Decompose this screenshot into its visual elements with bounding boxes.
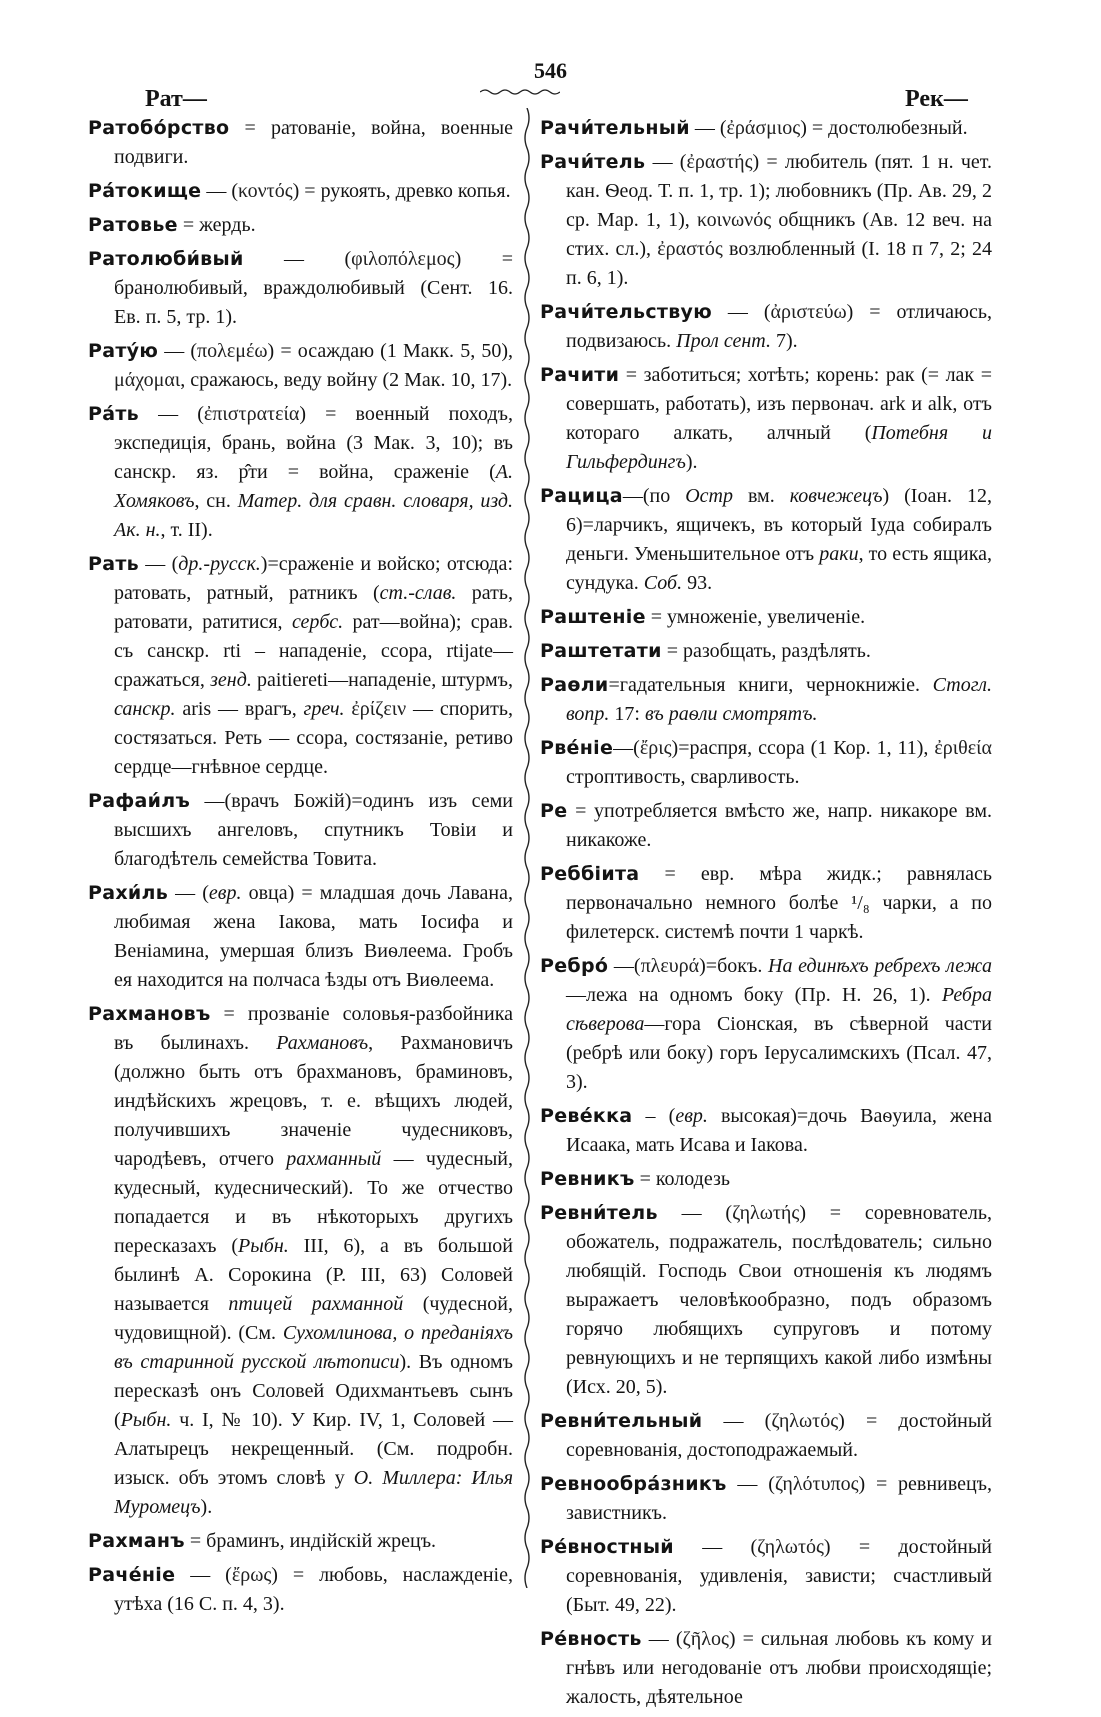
definition-text: 93. (682, 572, 713, 594)
greek-text: φιλοπόλεμος (351, 248, 455, 270)
greek-text: μάχομαι (114, 369, 181, 391)
definition-text: вм. (732, 485, 790, 507)
definition-text: ) = сильная любовь къ кому и гнѣвъ или негодованіе отъ любви происходящіе; жалость, дѣятельное (566, 1628, 992, 1708)
definition-text: = евр. мѣра жидк.; равнялась первоначально немного болѣе ¹/₈ чарки, а по филетерск. системѣ почти 1 чаркѣ. (566, 863, 992, 943)
dictionary-entry (540, 1625, 992, 1712)
column-left (88, 114, 513, 1624)
definition-text: = заботиться; хотѣть; корень: рак (= лак = совершать, работать), изъ первонач. ark и alk, отъ котораго алкать, алчный ( (566, 364, 992, 444)
definition-text: = умноженіе, увеличеніе. (645, 606, 866, 628)
definition-text: — ( (673, 1536, 758, 1558)
entry-headword: Рачити (540, 364, 620, 386)
italic-text: Матер. для сравн. словаря, изд. Ак. н. (114, 490, 513, 541)
definition-text: ) = бранолюбивый, враждолюбивый (Сент. 16. Ев. п. 5, тр. 1). (114, 248, 513, 328)
dictionary-entry (540, 797, 992, 855)
greek-text: ζηλότυπος (774, 1473, 859, 1495)
dictionary-entry (540, 1199, 992, 1402)
column-right (540, 114, 992, 1717)
greek-text: πολεμέω (197, 340, 268, 362)
italic-text: санскр. (114, 698, 176, 720)
definition-text: , то есть ящика, сундука. (566, 543, 992, 594)
entry-headword: Реббіита (540, 863, 640, 885)
dictionary-entry (88, 787, 513, 874)
dictionary-entry (540, 1102, 992, 1160)
entry-headword: Рачи́тель (540, 151, 646, 173)
entry-headword: Ревни́тель (540, 1202, 658, 1224)
italic-text: въ раѳли смотрятъ. (644, 703, 818, 725)
dictionary-entry (88, 211, 513, 240)
definition-text: )=бокъ. (699, 955, 768, 977)
definition-text: ). Въ одномъ пересказѣ онъ Соловей Одихмантьевъ сынъ ( (114, 1351, 513, 1431)
definition-text: — ( (175, 1564, 232, 1586)
entry-headword: Ратобо́рство (88, 117, 230, 139)
italic-text: греч. (303, 698, 345, 720)
ornament-wave-line (480, 88, 560, 96)
dictionary-entry (540, 860, 992, 947)
definition-text: 17: (609, 703, 645, 725)
italic-text: А. Хомяковъ (114, 461, 513, 512)
definition-text: )=сраженіе и войско; отсюда: ратовать, ратный, ратникъ ( (114, 553, 513, 604)
dictionary-entry (88, 114, 513, 172)
definition-text: рат—война); срав. съ санскр. rti – нападеніе, ссора, rtijate—сражаться, (114, 611, 514, 691)
greek-text: ἐπιστρατεία (203, 403, 300, 425)
dictionary-entry (88, 400, 513, 545)
definition-text: , Рахмановичъ (должно быть отъ брахмановъ, браминовъ, индѣйскихъ жрецовъ, т. е. вѣщихъ людей, получившихъ значеніе чудесниковъ, чародѣевъ, отчего (114, 1032, 513, 1170)
italic-text: сербс. (291, 611, 344, 633)
entry-headword: Рачи́тельный (540, 117, 690, 139)
greek-text: ἐρίζειν (351, 698, 407, 720)
definition-text: ) = достойный соревнованія, достоподражаемый. (566, 1410, 992, 1461)
entry-headword: Рахмановъ (88, 1003, 211, 1025)
definition-text: )=распря, ссора (1 Кор. 1, 11), (671, 737, 935, 759)
definition-text: — ( (645, 151, 687, 173)
italic-text: Прол сент. (676, 330, 771, 352)
italic-text: др.-русск. (178, 553, 261, 575)
greek-text: κοινωνός (696, 209, 772, 231)
italic-text: Потебня и Гильфердингъ (566, 422, 992, 473)
definition-text: ) = рукоять, древко копья. (292, 180, 511, 202)
greek-text: ζηλωτός (757, 1536, 824, 1558)
definition-text: овца) = младшая дочь Лавана, любимая жена Іакова, мать Іосифа и Веніамина, умершая близъ Виѳлеема. Гробъ ея находится на полчаса ѣзды отъ Виѳлеема. (114, 882, 513, 991)
definition-text: — спорить, состязаться. Реть — ссора, состязаніе, ретиво сердце—гнѣвное сердце. (114, 698, 514, 778)
definition-text: — ( (641, 1628, 683, 1650)
italic-text: птицей рахманной (228, 1293, 404, 1315)
definition-text: — ( (138, 553, 179, 575)
dictionary-entry (88, 337, 513, 395)
dictionary-entry (540, 114, 992, 143)
definition-text: ) = любитель (пят. 1 н. чет. кан. Ѳеод. Т. п. 1, тр. 1); любовникъ (Пр. Ав. 29, 2 ср. Мар. 1, 1), (566, 151, 992, 231)
definition-text: =гадательныя книги, чернокнижіе. (608, 674, 933, 696)
definition-text: — ( (702, 1410, 772, 1432)
definition-text: — чудесный, кудесный, кудеснический). То же отчество попадается и въ нѣкоторыхъ другихъ пересказахъ ( (114, 1148, 513, 1257)
greek-text: ἐραστής (686, 151, 753, 173)
dictionary-entry (540, 482, 992, 598)
definition-text: —(врачъ Божій)=одинъ изъ семи высшихъ ангеловъ, спутникъ Товіи и благодѣтель семейства Товита. (114, 790, 513, 870)
definition-text: высокая)=дочь Ваѳуила, жена Исаака, мать Исава и Іакова. (566, 1105, 992, 1156)
italic-text: раки (819, 543, 859, 565)
greek-text: ἀριστεύω (770, 301, 847, 323)
definition-text: , т. II). (160, 519, 213, 541)
italic-text: ковчежецъ (789, 485, 883, 507)
entry-headword: Раштетати (540, 640, 662, 662)
definition-text: = ратованіе, война, военные подвиги. (114, 117, 513, 168)
entry-headword: Ра́ть (88, 403, 139, 425)
definition-text: — ( (201, 180, 238, 202)
definition-text: III, 6), а въ большой былинѣ А. Сорокина (Р. III, 63) Соловей называется (114, 1235, 514, 1315)
dictionary-entry (540, 1533, 992, 1620)
definition-text: ) = ревнивецъ, завистникъ. (566, 1473, 992, 1524)
definition-text: — ( (243, 248, 352, 270)
italic-text: О. Миллера: Илья Муромецъ (114, 1467, 513, 1518)
dictionary-entry (540, 734, 992, 792)
entry-headword: Рахманъ (88, 1530, 185, 1552)
definition-text: ) = достолюбезный. (800, 117, 968, 139)
entry-headword: Ре́вностный (540, 1536, 674, 1558)
definition-text: — ( (712, 301, 771, 323)
definition-text: —(по (622, 485, 686, 507)
entry-headword: Раштеніе (540, 606, 646, 628)
entry-headword: Рацица (540, 485, 623, 507)
entry-headword: Раче́ніе (88, 1564, 176, 1586)
dictionary-entry (540, 952, 992, 1097)
entry-headword: Рачи́тельствую (540, 301, 712, 323)
definition-text: aris — врагъ, (175, 698, 304, 720)
definition-text: ) = соревнователь, обожатель, подражатель, послѣдователь; сильно любящій. Господь Свои отношенія къ людямъ выражаетъ человѣкообразно, подъ образомъ горячо любящихъ супруговъ и потому ревнующихъ и не терпящихъ какой либо измѣны (Исх. 20, 5). (566, 1202, 992, 1398)
definition-text: рать, ратовати, ратитися, (114, 582, 513, 633)
definition-text: —( (608, 955, 641, 977)
entry-headword: Ре́вность (540, 1628, 642, 1650)
italic-text: Рахмановъ (276, 1032, 369, 1054)
definition-text: строптивость, сварливость. (566, 766, 800, 788)
definition-text: — ( (158, 340, 198, 362)
entry-headword: Рве́ніе (540, 737, 614, 759)
dictionary-entry (540, 637, 992, 666)
definition-text: = употребляется вмѣсто же, напр. никакоре вм. никакоже. (566, 800, 992, 851)
dictionary-entry (88, 245, 513, 332)
entry-headword: Ревни́тельный (540, 1410, 703, 1432)
dictionary-entry (540, 298, 992, 356)
entry-headword: Рафаи́лъ (88, 790, 191, 812)
entry-headword: Ра́токище (88, 180, 202, 202)
definition-text: paitiereti—нападеніе, штурмъ, (251, 669, 513, 691)
entry-headword: Ратолюби́вый (88, 248, 244, 270)
dictionary-entry (88, 177, 513, 206)
italic-text: Рыбн. (238, 1235, 289, 1257)
italic-text: Рыбн. (120, 1409, 172, 1431)
definition-text: —( (613, 737, 640, 759)
dictionary-entry (540, 671, 992, 729)
definition-text: , сн. (194, 490, 238, 512)
definition-text: = разобщать, раздѣлять. (661, 640, 871, 662)
dictionary-entry (540, 148, 992, 293)
definition-text: — ( (689, 117, 727, 139)
entry-headword: Ревникъ (540, 1168, 635, 1190)
dictionary-entry (88, 1527, 513, 1556)
definition-text: 7). (770, 330, 798, 352)
italic-text: Стогл. вопр. (566, 674, 992, 725)
italic-text: На единѣхъ ребрехъ лежа (768, 955, 992, 977)
definition-text: —гора Сіонская, въ сѣверной части (ребрѣ или боку) горъ Іерусалимскихъ (Псал. 47, 3). (566, 1013, 992, 1093)
page-number: 546 (534, 58, 567, 83)
entry-headword: Рахи́ль (88, 882, 169, 904)
entry-headword: Реве́кка (540, 1105, 633, 1127)
entry-headword: Ревнообра́зникъ (540, 1473, 727, 1495)
italic-text: Сухомлинова, о преданіяхъ въ старинной русской лѣтописи (114, 1322, 513, 1373)
entry-headword: Рату́ю (88, 340, 159, 362)
definition-text: —лежа на одномъ боку (Пр. Н. 26, 1). (566, 984, 942, 1006)
greek-text: ζηλωτής (732, 1202, 800, 1224)
definition-text: ) (Іоан. 12, 6)=ларчикъ, ящичекъ, въ который Іуда собиралъ деньги. Уменьшительное отъ (566, 485, 992, 565)
italic-text: Ребра сѣверова (566, 984, 992, 1035)
definition-text: общникъ (Ав. 12 веч. на стих. сл.), (566, 209, 992, 260)
italic-text: Соб. (643, 572, 683, 594)
running-head-right: Рек— (905, 86, 968, 112)
definition-text: ) = осаждаю (1 Макк. 5, 50), (267, 340, 513, 362)
dictionary-entry (540, 1407, 992, 1465)
greek-text: ἔρως (231, 1564, 272, 1586)
definition-text: ) = отличаюсь, подвизаюсь. (566, 301, 992, 352)
definition-text: = жердь. (177, 214, 256, 236)
definition-text: ) = достойный соревнованія, удивленія, зависти; счастливый (Быт. 49, 22). (566, 1536, 992, 1616)
definition-text: возлюбленный (І. 18 п 7, 2; 24 п. 6, 1). (566, 238, 992, 289)
running-head-left: Рат— (145, 86, 207, 112)
definition-text: ч. I, № 10). У Кир. IV, 1, Соловей — Алатырецъ некрещенный. (См. подробн. изыск. объ этомъ словѣ у (114, 1409, 513, 1489)
column-divider (520, 108, 534, 1588)
italic-text: евр. (675, 1105, 708, 1127)
italic-text: рахманный (286, 1148, 382, 1170)
definition-text: = колодезь (634, 1168, 731, 1190)
definition-text: – ( (632, 1105, 676, 1127)
definition-text: , сражаюсь, веду войну (2 Мак. 10, 17). (180, 369, 513, 391)
dictionary-entry (88, 1000, 513, 1522)
greek-text: ζῆλος (682, 1628, 729, 1650)
definition-text: — ( (726, 1473, 775, 1495)
definition-text: — ( (168, 882, 209, 904)
italic-text: Остр (685, 485, 733, 507)
definition-text: (чудесной, чудовищной). (См. (114, 1293, 513, 1344)
dictionary-entry (88, 879, 513, 995)
entry-headword: Ре (540, 800, 568, 822)
dictionary-entry (88, 550, 513, 782)
dictionary-entry (88, 1561, 513, 1619)
entry-headword: Ратовье (88, 214, 178, 236)
definition-text: = браминъ, индійскій жрецъ. (184, 1530, 437, 1552)
italic-text: ст.-слав. (379, 582, 457, 604)
greek-text: κοντός (237, 180, 293, 202)
greek-text: πλευρά (640, 955, 700, 977)
greek-text: ἐραστός (657, 238, 723, 260)
definition-text: ). (685, 451, 698, 473)
definition-text: ). (200, 1496, 213, 1518)
definition-text: ) = военный походъ, экспедиція, брань, война (3 Мак. 3, 10); въ санскр. яз. р̂ти = война, сраженіе ( (114, 403, 513, 483)
greek-text: ἔρις (639, 737, 672, 759)
dictionary-entry (540, 361, 992, 477)
italic-text: зенд. (210, 669, 252, 691)
entry-headword: Раѳли (540, 674, 609, 696)
greek-text: ἐριθεία (934, 737, 992, 759)
dictionary-entry (540, 1470, 992, 1528)
entry-headword: Ребро́ (540, 955, 609, 977)
dictionary-entry (540, 1165, 992, 1194)
greek-text: ἐράσμιος (726, 117, 801, 139)
italic-text: евр. (208, 882, 242, 904)
definition-text: — ( (138, 403, 204, 425)
definition-text: = прозваніе соловья-разбойника въ былинахъ. (114, 1003, 513, 1054)
definition-text: ) = любовь, наслажденіе, утѣха (16 С. п. 4, 3). (114, 1564, 513, 1615)
entry-headword: Рать (88, 553, 139, 575)
dictionary-entry (540, 603, 992, 632)
greek-text: ζηλωτός (771, 1410, 839, 1432)
definition-text: — ( (657, 1202, 733, 1224)
